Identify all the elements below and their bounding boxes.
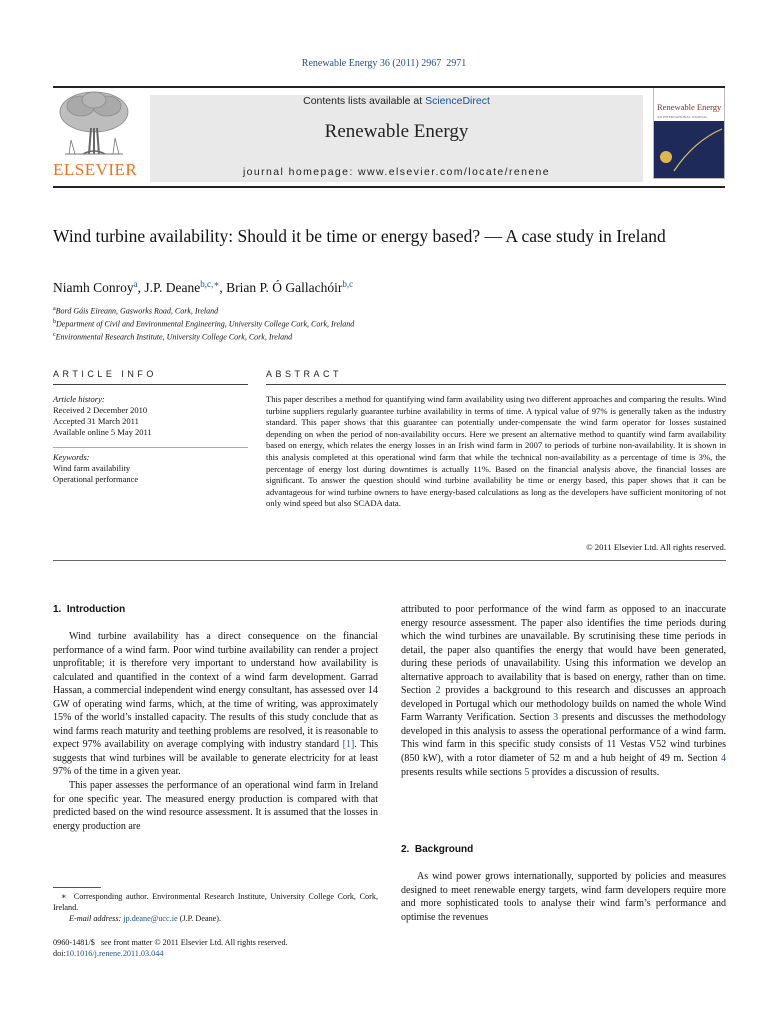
history-accepted: Accepted 31 March 2011 — [53, 416, 139, 426]
cover-subtitle: AN INTERNATIONAL JOURNAL — [657, 115, 708, 119]
section-5-link[interactable]: 5 — [524, 766, 530, 778]
right-column — [401, 603, 726, 779]
keyword-2: Operational performance — [53, 474, 139, 484]
affiliation-a: $^a$Bord Gáis Eireann, Gasworks Road, Cork, Ireland — [53, 306, 219, 316]
journal-cover[interactable] — [653, 86, 725, 179]
front-matter-rule — [53, 560, 726, 561]
background-column — [401, 870, 726, 924]
contents-line — [150, 95, 643, 107]
journal-title: Renewable Energy — [324, 121, 469, 142]
contents-prefix: Contents lists available at — [303, 95, 426, 107]
email-link[interactable]: jp.deane@ucc.ie — [123, 914, 178, 923]
abstract-text: This paper describes a method for quantifying wind farm availability using two different approaches and comparing the results. Wind turbine suppliers regularly guarantee turbine availability in terms of time. A typical value of 97% is generally taken as the industry standard. This paper shows that this guarantee can potentially under-compensate the wind farm operator for losses sustained depending on when the period of non-availability occurs. Here we present an alternative method to quantify wind farm availability based on energy, which relates the energy losses in an Irish wind farm in 2007 to periods of turbine non-availability. It is shown in this analysis completed at this operational wind farm that while the technical non-availability as a percentage of time is 3%, the percentage of energy lost during downtimes is actually 11%. Based on the financial analysis above, the financial losses are significant. To answer the question should wind turbine availability be time or energy based, this paper shows that it can be advantageous for wind turbine owners to have energy-based calculations as long as the developers have sufficient monitoring of not only wind speed but also SCADA data. — [266, 394, 726, 509]
section-1-heading: 1. Introduction — [53, 604, 126, 615]
section-4-link[interactable]: 4 — [721, 753, 726, 765]
keywords-label: Keywords: — [53, 452, 90, 462]
author-3: Brian P. Ó Gallachóir$^{b,c}$ — [226, 279, 354, 295]
corresponding-author: ∗ Corresponding author. Environmental Research Institute, University College Cork, Cork, Ireland. — [53, 892, 378, 912]
left-column — [53, 630, 378, 833]
keywords-rule — [53, 447, 248, 448]
intro-paragraph-1: Wind turbine availability has a direct consequence on the financial performance of a wind farm. Poor wind turbine availability can render a project unprofitable; it is therefore very important to understand how availability is calculated and quantified in the context of a wind farm development. Garrad Hassan, a commercial independent wind energy consultant, has assessed over 14 GW of operating wind farms, which, at the time of writing, was approximately 15% of the world’s installed capacity. The results of this study conclude that as wind farms reach maturity and teething problems are resolved, it is reasonable to expect 97% availability on average complying with industry standard [1]. This suggests that wind turbines will be available to generate electricity for at least 97% of the time in a given year. — [53, 631, 378, 778]
history-received: Received 2 December 2010 — [53, 405, 148, 415]
header-top-rule — [53, 86, 725, 88]
section-3-link[interactable]: 3 — [553, 712, 559, 724]
history-online: Available online 5 May 2011 — [53, 427, 152, 437]
abstract-copyright: © 2011 Elsevier Ltd. All rights reserved. — [586, 542, 726, 552]
elsevier-tree-icon — [53, 88, 135, 160]
sciencedirect-link[interactable]: ScienceDirect — [425, 95, 490, 107]
bottom-meta — [53, 937, 453, 959]
keywords — [53, 452, 248, 485]
ref-1-link[interactable]: [1] — [342, 739, 355, 751]
footnote-rule — [53, 887, 101, 888]
publisher-name: ELSEVIER — [53, 160, 138, 179]
abstract-heading: ABSTRACT — [266, 369, 343, 379]
cover-band — [654, 121, 724, 178]
affiliation-b: $^b$Department of Civil and Environmental Engineering, University College Cork, Cork, Ireland — [53, 319, 355, 329]
affiliations — [53, 304, 733, 343]
author-1-affil[interactable]: a — [133, 279, 138, 289]
header-bottom-rule — [53, 186, 725, 188]
history-label: Article history: — [53, 394, 105, 404]
author-list — [53, 279, 733, 296]
journal-banner — [150, 95, 643, 182]
article-info-heading: ARTICLE INFO — [53, 369, 157, 379]
doi-line: doi:10.1016/j.renene.2011.03.044 — [53, 949, 164, 958]
intro-paragraph-3: attributed to poor performance of the wind farm as opposed to an inaccurate energy resource assessment. The paper also identifies the time periods during which the wind turbines are unavailable. By scrutinising these time periods in detail, the paper also quantifies the energy that would have been generated, during these periods of unavailability. Using this information we develop an alternative approach to availability that is based on energy, rather than on time. Section 2 provides a background to this research and discusses an approach developed in Portugal which our methodology builds on named the whole Wind Farm Warranty Verification. Section 3 presents and discusses the methodology developed in this analysis to assess the operational performance of a wind farm. This wind farm in this specific study consists of 11 Vestas V52 wind turbines (850 kW), with a rotor diameter of 52 m and a hub height of 49 m. Section 4 presents results while sections 5 provides a discussion of results. — [401, 604, 726, 778]
abstract-rule — [266, 384, 726, 385]
section-2-link[interactable]: 2 — [435, 685, 441, 697]
journal-citation[interactable]: Renewable Energy 36 (2011) 2967 2971 — [301, 58, 467, 69]
keyword-1: Wind farm availability — [53, 463, 131, 473]
elsevier-logo — [53, 88, 138, 180]
affiliation-c: $^c$Environmental Research Institute, University College Cork, Cork, Ireland — [53, 332, 293, 342]
article-title: Wind turbine availability: Should it be time or energy based? — A case study in Ireland — [53, 226, 666, 246]
email-line: E-mail address: jp.deane@ucc.ie (J.P. Deane). — [69, 914, 222, 923]
cover-emblem-icon — [654, 121, 724, 178]
author-1: Niamh Conroy$^a$, — [53, 279, 145, 295]
footnote — [53, 891, 378, 924]
section-2-heading: 2. Background — [401, 844, 474, 855]
intro-paragraph-2: This paper assesses the performance of an operational wind farm in Ireland for one specific year. The measured energy production is compared with that predicted based on the wind resource assessment. It is assumed that the losses in energy production are — [53, 780, 378, 832]
article-info-rule — [53, 384, 248, 385]
author-2: J.P. Deane$^{b,c,∗}$, — [144, 279, 227, 295]
journal-homepage[interactable]: journal homepage: www.elsevier.com/locate/renene — [242, 166, 551, 178]
author-3-affil[interactable]: b,c — [342, 279, 354, 289]
author-2-affil[interactable]: b,c,∗ — [200, 279, 220, 289]
background-paragraph-1: As wind power grows internationally, supported by policies and measures designed to meet renewable energy targets, wind farm developers require more and more sophisticated tools to analyse their wind farm’s performance and optimise the revenues — [401, 871, 726, 923]
issn-line: 0960-1481/$ see front matter © 2011 Elsevier Ltd. All rights reserved. — [53, 938, 288, 947]
cover-title: Renewable Energy — [657, 102, 722, 112]
doi-link[interactable]: 10.1016/j.renene.2011.03.044 — [65, 949, 164, 958]
article-history — [53, 394, 248, 438]
